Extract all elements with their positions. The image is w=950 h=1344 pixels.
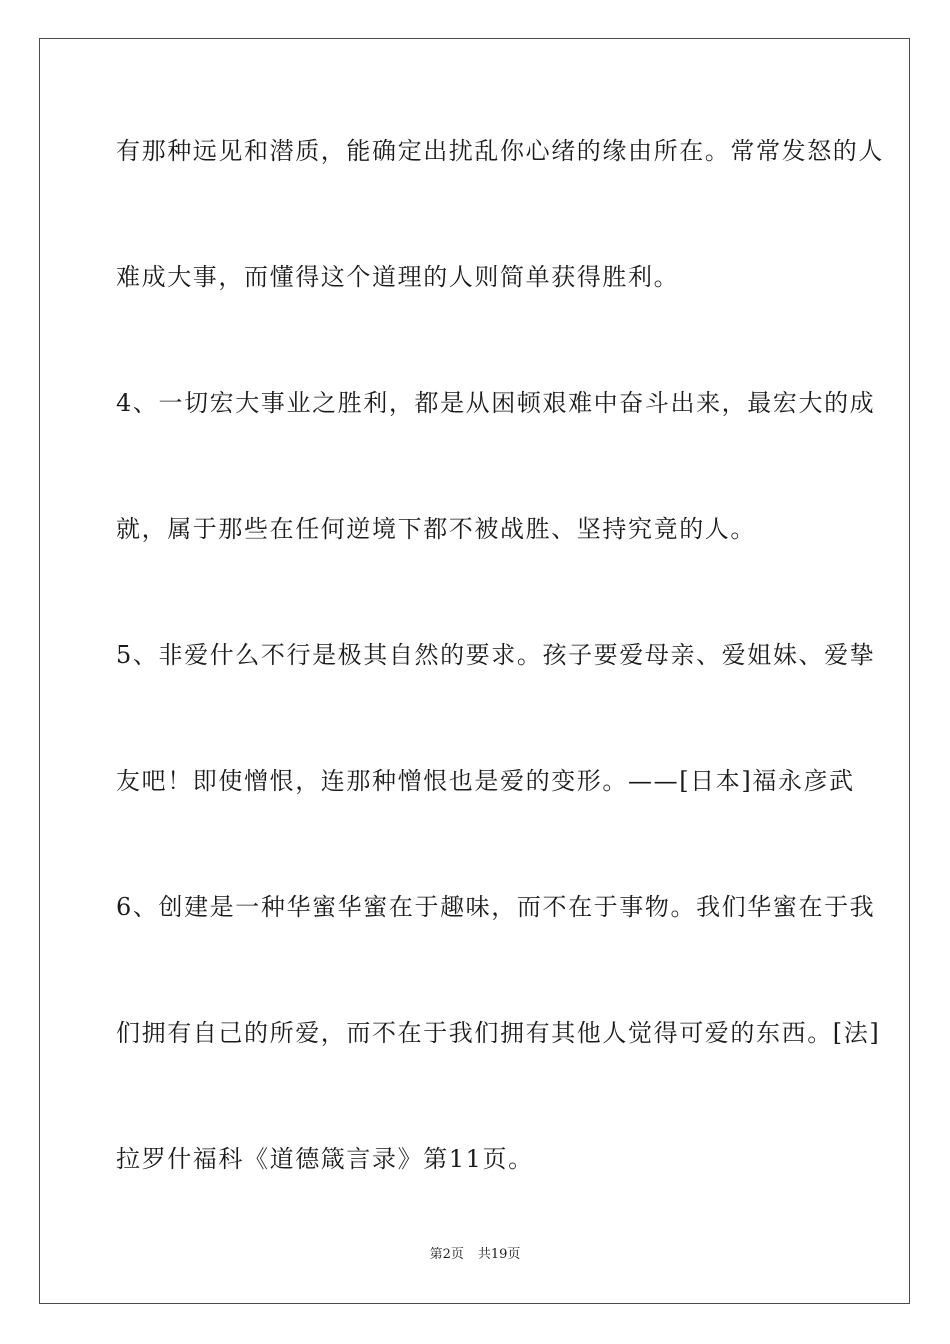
- page-total: 共19页: [477, 1247, 521, 1262]
- text-line: 难成大事，而懂得这个道理的人则简单获得胜利。: [116, 263, 680, 291]
- text-line: 们拥有自己的所爱，而不在于我们拥有其他人觉得可爱的东西。[法]: [116, 1019, 881, 1047]
- text-line: 拉罗什福科《道德箴言录》第11页。: [116, 1145, 534, 1173]
- page-frame: [39, 38, 910, 1304]
- text-line: 有那种远见和潜质，能确定出扰乱你心绪的缘由所在。常常发怒的人: [116, 137, 884, 165]
- text-line: 就，属于那些在任何逆境下都不被战胜、坚持究竟的人。: [116, 515, 756, 543]
- page-number: 第2页: [429, 1247, 464, 1262]
- page-footer: [0, 1246, 950, 1264]
- text-line: 4、一切宏大事业之胜利，都是从困顿艰难中奋斗出来，最宏大的成: [116, 389, 876, 417]
- text-line: 友吧！即使憎恨，连那种憎恨也是爱的变形。——[日本]福永彦武: [116, 767, 855, 795]
- text-line: 5、非爱什么不行是极其自然的要求。孩子要爱母亲、爱姐妹、爱挚: [116, 641, 876, 669]
- text-line: 6、创建是一种华蜜华蜜在于趣味，而不在于事物。我们华蜜在于我: [116, 893, 876, 921]
